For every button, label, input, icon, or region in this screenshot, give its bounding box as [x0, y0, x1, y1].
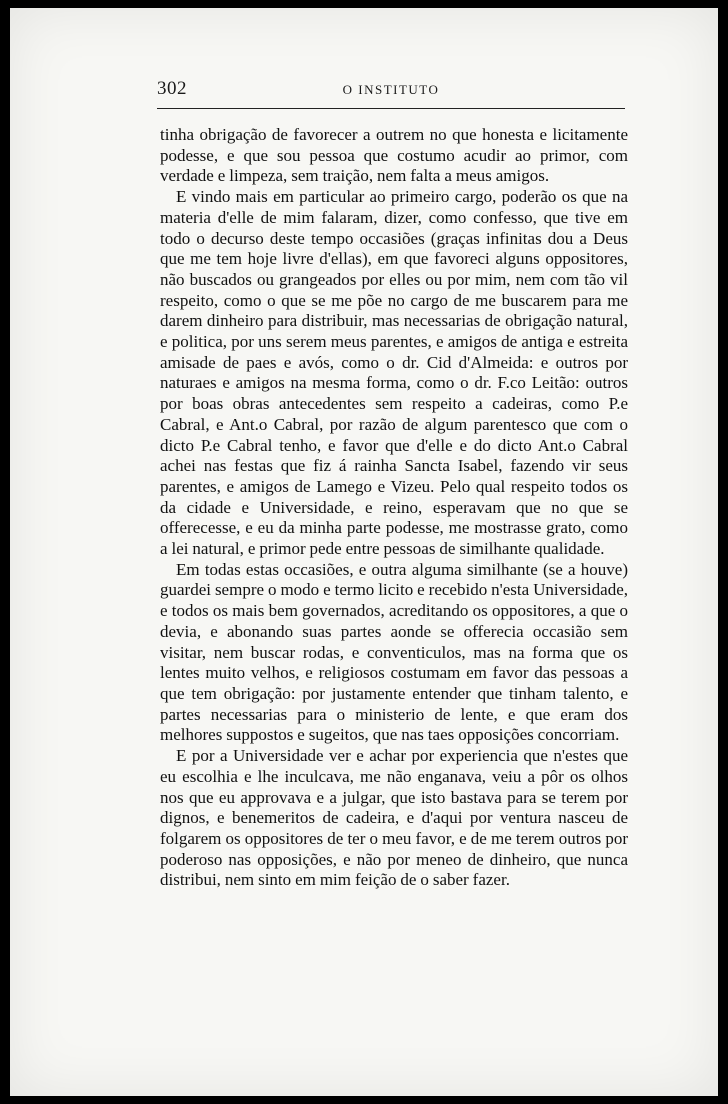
paragraph: E por a Universidade ver e achar por experiencia que n'estes que eu escolhia e lhe inculcava, me não enganava, veiu a pôr os olhos nos que eu approvava e a julgar, que isto bastava para se terem por dignos, e benemeritos de cadeira, e d'aqui por ventura nasceu de folgarem os oppositores de ter o meu favor, e de me terem outros por poderoso nas opposições, e não por meneo de dinheiro, que nunca distribui, nem sinto em mim feição de o saber fazer. [160, 746, 628, 890]
paragraph-continued: tinha obrigação de favorecer a outrem no que honesta e licitamente podesse, e que sou pessoa que costumo acudir ao primor, com verdade e limpeza, sem traição, nem falta a meus amigos. [160, 125, 628, 186]
body-text [160, 125, 628, 891]
header-rule [157, 108, 625, 109]
paragraph: Em todas estas occasiões, e outra alguma similhante (se a houve) guardei sempre o modo e termo licito e recebido n'esta Universidade, e todos os mais bem governados, acreditando os oppositores, a que o devia, e abonando suas partes aonde se offerecia occasião sem visitar, nem buscar rodas, e conventiculos, mas na forma que os lentes muito velhos, e religiosos costumam em favor das pessoas a que tem obrigação: por justamente entender que tinham talento, e partes necessarias para o ministerio de lente, e que eram dos melhores suppostos e sugeitos, que nas taes opposições concorriam. [160, 559, 628, 745]
page-header [157, 78, 625, 106]
paragraph: E vindo mais em particular ao primeiro cargo, poderão os que na materia d'elle de mim falaram, dizer, como confesso, que tive em todo o decurso deste tempo occasiões (graças infinitas dou a Deus que me tem hoje livre d'ellas), em que favoreci alguns oppositores, não buscados ou grangeados por elles ou por mim, nem com tão vil respeito, como o que se me põe no cargo de me buscarem para me darem dinheiro para distribuir, mas necessarias de obrigação natural, e politica, por uns serem meus parentes, e amigos de antiga e estreita amisade de paes e avós, como o dr. Cid d'Almeida: e outros por naturaes e amigos na mesma forma, como o dr. F.co Leitão: outros por boas obras antecedentes sem respeito a cadeiras, como P.e Cabral, e Ant.o Cabral, por razão de algum parentesco que com o dicto P.e Cabral tenho, e favor que d'elle e do dicto Ant.o Cabral achei nas festas que fiz á rainha Sancta Isabel, fazendo vir seus parentes, e amigos de Lamego e Vizeu. Pelo qual respeito todos os da cidade e Universidade, e reino, esperavam que no que se offerecesse, e eu da minha parte podesse, me mostrasse grato, como a lei natural, e primor pede entre pessoas de similhante qualidade. [160, 187, 628, 559]
page-number: 302 [157, 78, 187, 99]
running-head: O INSTITUTO [342, 82, 440, 97]
